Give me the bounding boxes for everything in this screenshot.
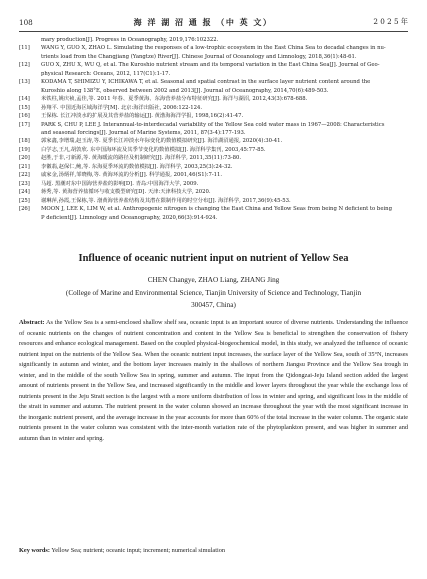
reference-item: [19, 205, 408, 222]
reference-item: [19, 121, 408, 138]
reference-text-line: 谢琳萍,孙霞,王保栋,等. 渤黄海营养盐结构及其潜在限制作用的时空分布[J]. 海洋科学, 2017,36(9):45-53.: [41, 197, 291, 204]
reference-text-line: physical Research: Oceans, 2012, 117(C1):1-17.: [41, 70, 171, 77]
reference-item: [19, 197, 408, 205]
english-title: Influence of oceanic nutrient input on nutrient of Yellow Sea: [78, 253, 349, 264]
reference-number: [19]: [19, 146, 30, 153]
reference-item: [19, 171, 408, 179]
reference-text: [41, 171, 408, 179]
reference-text: [41, 61, 408, 78]
reference-item: [19, 36, 408, 44]
reference-item: [19, 95, 408, 103]
reference-text: [41, 44, 408, 61]
reference-item: [19, 154, 408, 162]
reference-text-line: 米铁柱,姚庆祯,孟佳,等. 2011 年春、夏季黄海、东海营养盐分布特征研究[J]. 海洋与湖沼, 2012,43(3):678-688.: [41, 96, 308, 103]
keywords-label: Key words:: [19, 547, 50, 554]
reference-list: [19, 36, 408, 222]
reference-item: [19, 180, 408, 188]
page-number: 108: [19, 17, 33, 27]
reference-text-line: 赵胜,于非,刁新源,等. 黄海暖流的路径及机制研究[J]. 海洋科学, 2011,35(11):73-80.: [41, 155, 242, 162]
reference-number: [23]: [19, 180, 30, 187]
publication-year: 2 0 2 5 年: [373, 17, 408, 26]
reference-text-line: trients load from the Changjiang (Yangtze) River[J]. Chinese Journal of Oceanology and Limnology, 2018,36(1):48-61.: [41, 53, 357, 60]
reference-text: [41, 112, 408, 120]
reference-text: [41, 188, 408, 196]
abstract: [19, 318, 408, 445]
reference-text: [41, 36, 408, 44]
reference-text: [41, 137, 408, 145]
reference-text-line: 白学志,王凡,胡敦欣. 东中国海环流及其季节变化的数值模拟[J]. 海洋科学集刊, 2003,45:77-85.: [41, 146, 266, 153]
reference-text-line: 马超. 黑潮对东中国海营养盐的影响[D]. 青岛:中国海洋大学, 2009.: [41, 180, 199, 187]
reference-number: [12]: [19, 62, 30, 69]
reference-text-line: Kuroshio along 138°E, observed between 2002 and 2013[J]. Journal of Oceanography, 2014,70(6):489-503.: [41, 87, 329, 94]
reference-text: [41, 121, 408, 138]
reference-text: [41, 146, 408, 154]
reference-number: [21]: [19, 163, 30, 170]
header-rule: [19, 31, 408, 32]
reference-number: [16]: [19, 113, 30, 120]
reference-number: [19, 36, 41, 44]
reference-text-line: mary production[J]. Progress in Oceanography, 2019,176:102322.: [41, 37, 219, 43]
reference-text: [41, 205, 408, 222]
reference-text-line: WANG Y, GUO X, ZHAO L. Simulating the responses of a low-trophic ecosystem in the East China Sea to decadal changes in nu-: [41, 45, 386, 52]
reference-text-line: MOON J, LEE K, LIM W, et al. Anthropogenic nitrogen is changing the East China and Yellow Seas from being N deficient to being: [41, 206, 392, 213]
reference-item: [19, 146, 408, 154]
reference-number: [26]: [19, 206, 30, 213]
reference-text-line: 戚家金,汤炳祥,邹晓梅,等. 黄海环流的分析[J]. 科学通报, 2001,46(S1):7-11.: [41, 172, 223, 179]
reference-text: [41, 163, 408, 171]
journal-name: 海 洋 湖 沼 通 报 （中 英 文）: [133, 16, 273, 27]
reference-text-line: 李徽翡,赵保仁,鲍,等. 东海夏季环流的数值模拟[J]. 海洋科学, 2003,25(3):24-32.: [41, 163, 233, 170]
author-list: CHEN Changye, ZHAO Liang, ZHANG Jing: [147, 276, 280, 284]
reference-number: [14]: [19, 96, 30, 103]
reference-text-line: PARK S, CHU P, LEE J. Interannual-to-interdecadal variability of the Yellow Sea cold water mass in 1967—2008: Characteristics: [41, 121, 385, 128]
reference-number: [24]: [19, 189, 30, 196]
reference-item: [19, 137, 408, 145]
reference-number: [11]: [19, 45, 30, 52]
reference-item: [19, 112, 408, 120]
reference-item: [19, 188, 408, 196]
reference-item: [19, 104, 408, 112]
reference-number: [20]: [19, 155, 30, 162]
reference-number: [18]: [19, 138, 30, 145]
reference-text-line: and seasonal forcings[J]. Journal of Marine Systems, 2011, 87(3-4):177-193.: [41, 129, 246, 136]
author-affiliation: (College of Marine and Environmental Science, Tianjin University of Science and Technology, Tianjin 300457, China): [65, 289, 362, 309]
reference-text: [41, 95, 408, 103]
reference-text-line: 蒋秀,等. 黄海营养盐循环与收支模型研究[D]. 天津:天津科技大学, 2020.: [41, 189, 211, 196]
reference-item: [19, 44, 408, 61]
reference-number: [22]: [19, 172, 30, 179]
reference-text: [41, 78, 408, 95]
reference-item: [19, 78, 408, 95]
reference-number: [13]: [19, 79, 30, 86]
reference-text: [41, 197, 408, 205]
abstract-label: Abstract:: [19, 319, 45, 326]
reference-text-line: 郭家鑫,李增瑞,赵玉涛,等. 夏季长江冲淡水年际变化的数值模拟研究[J]. 海洋湖沼通报, 2020(4):30-41.: [41, 138, 283, 145]
reference-text-line: KODAMA T, SHIMIZU Y, ICHIKAWA T, et al. Seasonal and spatial contrast in the surface layer nutrient content around the: [41, 79, 371, 86]
keywords: [19, 547, 408, 554]
reference-number: [25]: [19, 197, 30, 204]
reference-item: [19, 61, 408, 78]
reference-text-line: 王保栋. 长江冲淡水的扩展及其营养盐的输运[J]. 黄渤海海洋学报, 1998,16(2):41-47.: [41, 113, 244, 120]
page-header: [19, 14, 408, 30]
reference-text-line: 孙翔平. 中国近海区域海洋学[M]. 北京:海洋出版社, 2006:122-124.: [41, 104, 203, 111]
abstract-text: As the Yellow Sea is a semi-enclosed shallow shelf sea, oceanic input is an important source of diverse nutrients. Understanding the influence of oceanic nutrients on the changes of nutrient concentration and content in the Yellow Sea is beneficial to strengthen the conservation of fishery resources and enhance ecological management. Based on the coupled physical-biogeochemical model, in this study, we analyzed the influence of oceanic nutrient input on the nutrients of the Yellow Sea. When the oceanic nutrient input increases, the surface layer of the Yellow Sea, south of 35°N, increases significantly in autumn and winter, and the bottom layer increases mainly in the shallows of northern Jiangsu Province and the Yellow Sea trough in winter, and in the middle of the south Yellow Sea in spring, summer and autumn. The input from the Qidongzai-Jeju Island section added the largest amount of nutrients present in the Yellow Sea, and increased significantly in the middle and lower layers throughout the year while the exchange loss of nutrients present in the Jeju Strait section is the largest with a more uniform distribution of loss in winter and spring, and significant loss in the middle of the strait in summer and autumn. The nutrient present in the water column showed an increase throughout the year with the most significant increase in the inorganic nutrient present, and the average increase in the year accounts for more than 60% of the total increase in the water column. The organic state nutrients present in the water column was consistent with the inter-month variation rate of the phytoplankton present, and was higher in summer and autumn than in winter and spring.: [19, 319, 408, 443]
reference-number: [17]: [19, 121, 30, 128]
reference-text-line: P deficient[J]. Limnology and Oceanography, 2020,66(3):914-924.: [41, 214, 218, 221]
reference-text: [41, 180, 408, 188]
keywords-text: Yellow Sea; nutrient; oceanic input; increment; numerical simulation: [51, 547, 226, 554]
reference-item: [19, 163, 408, 171]
reference-number: [15]: [19, 104, 30, 111]
reference-text: [41, 104, 408, 112]
reference-text-line: GUO X, ZHU X, WU Q, et al. The Kuroshio nutrient stream and its temporal variation in the East China Sea[J]. Journal of Geo-: [41, 62, 380, 69]
reference-text: [41, 154, 408, 162]
